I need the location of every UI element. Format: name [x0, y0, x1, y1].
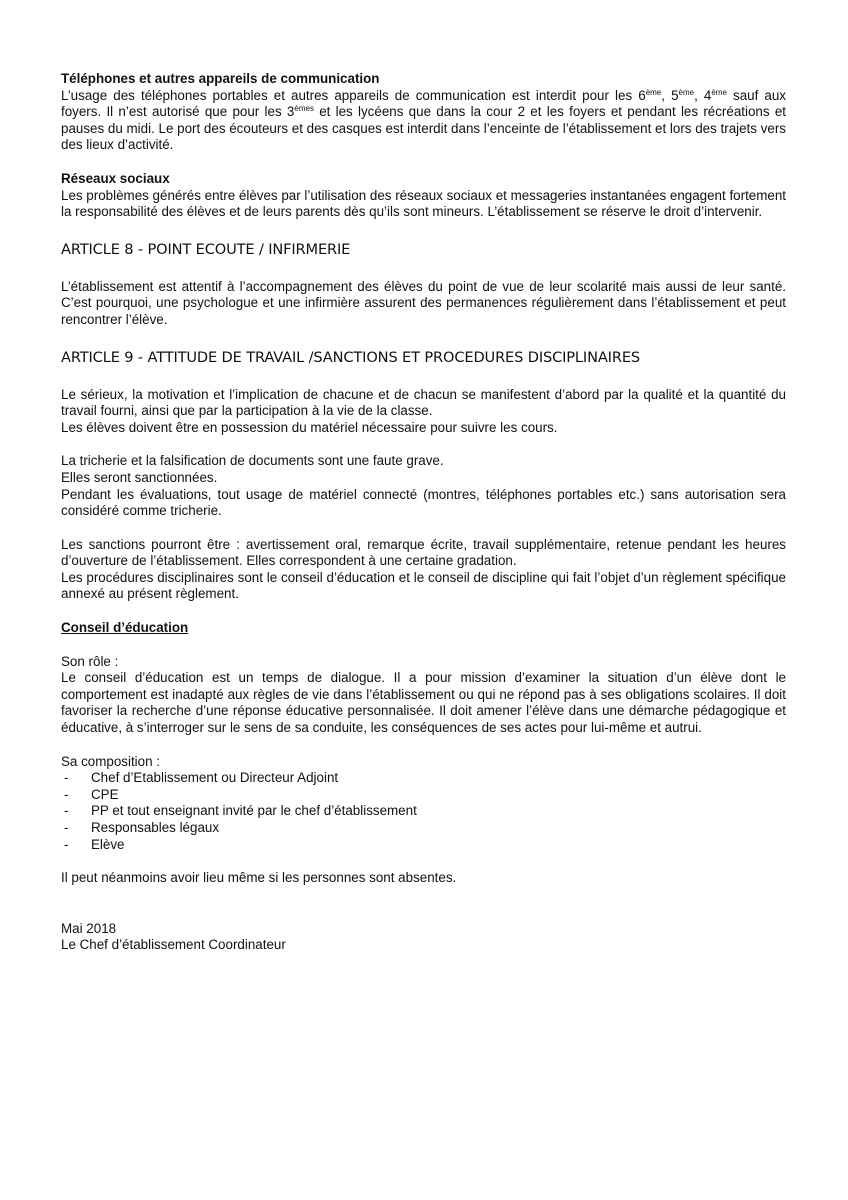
article-9-title: ARTICLE 9 - ATTITUDE DE TRAVAIL /SANCTIONS ET PROCEDURES DISCIPLINAIRES: [61, 348, 640, 366]
conseil-heading: Conseil d’éducation: [61, 620, 189, 636]
reseaux-heading: Réseaux sociaux: [61, 170, 170, 186]
article-9-paragraph: Les procédures disciplinaires sont le conseil d’éducation et le conseil de discipline qui fait l’objet d’un règlement spécifique annexé au présent règlement.: [61, 569, 786, 602]
superscript: ème: [711, 87, 727, 97]
section-article-8: [61, 241, 786, 329]
list-item: - Chef d’Etablissement ou Directeur Adjoint: [61, 770, 786, 787]
composition-list: [61, 770, 786, 853]
signature-date: Mai 2018: [61, 920, 117, 936]
telephones-text-part: et les lycéens que dans la cour 2 et les foyers et pendant les récréations et pauses du midi. Le port des écouteurs et des casques est interdit dans l’enceinte de l’établissement et lors des trajets vers des lieux d’activité.: [61, 104, 787, 153]
role-paragraph: Le conseil d’éducation est un temps de dialogue. Il a pour mission d’examiner la situation d’un élève dont le comportement est inadapté aux règles de vie dans l’établissement ou qui ne répond pas à ses obligations scolaires. Il doit favoriser la recherche d’une réponse éducative personnalisée. Il doit amener l’élève dans une démarche pédagogique et éducative, à s’interroger sur le sens de sa conduite, les conséquences de ses actes pour lui-même et autrui.: [61, 670, 786, 736]
role-label: Son rôle :: [61, 653, 119, 669]
section-reseaux: [61, 171, 786, 221]
telephones-paragraph: [61, 88, 786, 154]
list-item: - PP et tout enseignant invité par le chef d’établissement: [61, 803, 786, 820]
article-8-paragraph: L’établissement est attentif à l’accompagnement des élèves du point de vue de leur scolarité mais aussi de leur santé. C’est pourquoi, une psychologue et une infirmière assurent des permanences régulièrement dans l’établissement et peut rencontrer l’élève.: [61, 278, 786, 327]
telephones-text-part: , 5: [661, 87, 679, 103]
telephones-heading: Téléphones et autres appareils de communication: [61, 71, 380, 86]
telephones-text-part: , 4: [694, 87, 712, 103]
article-9-paragraph: Le sérieux, la motivation et l’implication de chacune et de chacun se manifestent d’abord par la qualité et la quantité du travail fourni, ainsi que par la participation à la vie de la classe.: [61, 386, 786, 419]
article-9-paragraph: Pendant les évaluations, tout usage de matériel connecté (montres, téléphones portables etc.) sans autorisation sera considéré comme tricherie.: [61, 486, 786, 519]
signature-signer: Le Chef d’établissement Coordinateur: [61, 937, 286, 953]
composition-label: Sa composition :: [61, 753, 160, 769]
telephones-text-part: sauf aux foyers. Il n’est autorisé que pour les 3: [61, 87, 786, 120]
article-9-paragraph: Les sanctions pourront être : avertissement oral, remarque écrite, travail supplémentaire, retenue pendant les heures d’ouverture de l’établissement. Elles correspondent à une certaine gradation.: [61, 536, 786, 569]
list-item: - Responsables légaux: [61, 820, 786, 837]
article-8-title: ARTICLE 8 - POINT ECOUTE / INFIRMERIE: [61, 240, 351, 258]
conseil-note: Il peut néanmoins avoir lieu même si les personnes sont absentes.: [61, 870, 457, 886]
section-telephones: [61, 71, 786, 154]
article-9-paragraph: Les élèves doivent être en possession du matériel nécessaire pour suivre les cours.: [61, 419, 558, 435]
superscript: ème: [678, 87, 695, 97]
superscript: èmes: [294, 104, 314, 114]
reseaux-paragraph: Les problèmes générés entre élèves par l’utilisation des réseaux sociaux et messageries instantanées engagent fortement la responsabilité des élèves et de leurs parents dès qu’ils sont mineurs. L’établissement se réserve le droit d’intervenir.: [61, 187, 787, 220]
section-article-9: [61, 349, 786, 604]
article-9-paragraph: Elles seront sanctionnées.: [61, 469, 218, 485]
list-item: - CPE: [61, 787, 786, 804]
signature-block: [61, 921, 786, 954]
superscript: ème: [645, 87, 662, 97]
list-item: - Elève: [61, 837, 786, 854]
article-9-paragraph: La tricherie et la falsification de documents sont une faute grave.: [61, 453, 444, 469]
section-conseil-education: [61, 620, 786, 887]
telephones-text-part: L’usage des téléphones portables et autres appareils de communication est interdit pour les 6: [61, 87, 646, 103]
